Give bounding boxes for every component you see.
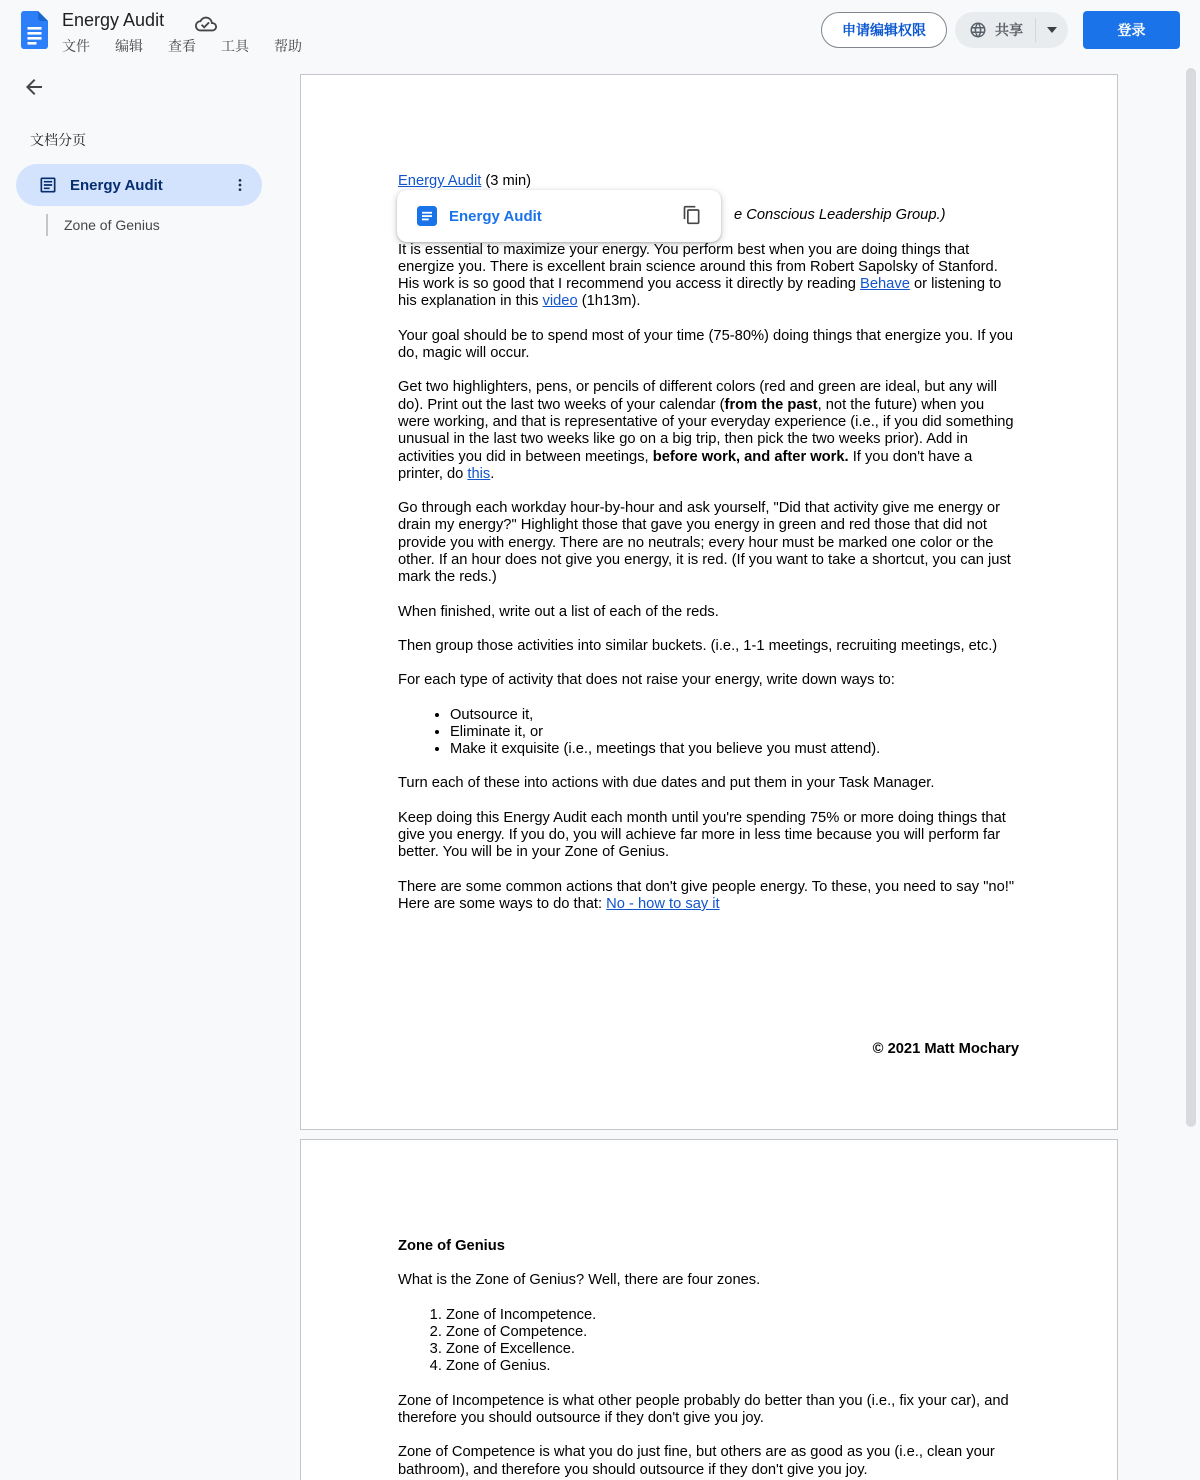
doc-text: Turn each of these into actions with due dates and put them in your Task Manager. [398, 775, 935, 792]
header [0, 0, 1200, 62]
doc-text: If you don't have a printer, do [398, 448, 973, 482]
doc-paragraph [398, 775, 1019, 792]
doc-text: (1h13m). [577, 293, 641, 310]
copy-icon [682, 205, 702, 225]
kebab-menu-icon [232, 177, 248, 193]
copy-link-button[interactable] [681, 205, 703, 227]
doc-list-item: • Make it exquisite (i.e., meetings that you believe you must attend). [450, 741, 1019, 758]
link-preview-popover[interactable] [397, 190, 721, 242]
doc-text: It is essential to maximize your energy. You perform best when you are doing things that energize you. There is excellent brain science around this from Robert Sapolsky of Stanford. His work is so good that I recommend you access it directly by reading [398, 241, 998, 293]
doc-paragraph [398, 879, 1019, 914]
doc-text: Your goal should be to spend most of your time (75-80%) doing things that energize you. If you do, magic will occur. [398, 327, 1014, 362]
share-dropdown-button[interactable] [1036, 12, 1068, 48]
doc-copyright [398, 1041, 1019, 1058]
tab-options-button[interactable] [230, 175, 250, 195]
menu-bar [62, 36, 302, 56]
vertical-scrollbar-thumb[interactable] [1186, 68, 1196, 1127]
share-button-label: 共享 [995, 22, 1023, 38]
doc-text: Go through each workday hour-by-hour and ask yourself, "Did that activity give me energy or drain my energy?" Highlight those that gave you energy in green and red those that did not provide you with energy. There are no neutrals; every hour must be marked one color or the other. If an hour does not give you energy, it is red. (If you want to take a shortcut, you can just mark the reds.) [398, 500, 1011, 586]
doc-paragraph [398, 328, 1019, 363]
doc-list [398, 1307, 1019, 1376]
share-split-button[interactable] [955, 12, 1068, 48]
doc-text: from the past [724, 396, 818, 413]
doc-paragraph [398, 1444, 1019, 1479]
doc-text: © 2021 Matt Mochary [872, 1041, 1019, 1058]
doc-text: For each type of activity that does not raise your energy, write down ways to: [398, 672, 895, 689]
doc-paragraph [398, 1272, 1019, 1289]
doc-paragraph [398, 500, 1019, 586]
header-actions [821, 11, 1180, 49]
tabs-section-label: 文档分页 [30, 132, 86, 148]
doc-paragraph [398, 379, 1019, 483]
sidebar-subitem-label: Zone of Genius [64, 217, 160, 233]
doc-credit-line [734, 207, 1019, 224]
doc-list-item: 4. Zone of Genius. [446, 1358, 1019, 1375]
doc-text: . [490, 465, 495, 482]
doc-list-item: 2. Zone of Competence. [446, 1324, 1019, 1341]
menu-tools[interactable]: 工具 [221, 38, 249, 54]
request-edit-access-button[interactable]: 申请编辑权限 [821, 12, 947, 48]
document-tab-icon [38, 175, 58, 195]
doc-link[interactable]: video [542, 293, 578, 310]
doc-text: There are some common actions that don't give people energy. To these, you need to say "no!" Here are some ways to do that: [398, 878, 1015, 912]
doc-paragraph [398, 672, 1019, 689]
doc-paragraph [398, 1393, 1019, 1428]
share-button[interactable] [955, 20, 1035, 40]
sign-in-button[interactable]: 登录 [1083, 11, 1180, 49]
doc-section-heading [398, 1238, 1019, 1255]
doc-list-item: 3. Zone of Excellence. [446, 1341, 1019, 1358]
doc-paragraph [398, 604, 1019, 621]
back-arrow-icon [22, 75, 46, 99]
doc-text: Zone of Incompetence is what other people probably do better than you (i.e., fix your car), and therefore you should outsource if they don't give you joy. [398, 1392, 1009, 1427]
doc-link[interactable]: Behave [860, 276, 910, 293]
menu-file[interactable]: 文件 [62, 38, 90, 54]
doc-text: e Conscious Leadership Group.) [734, 207, 946, 224]
doc-link[interactable]: Energy Audit [398, 173, 482, 189]
doc-text: Keep doing this Energy Audit each month until you're spending 75% or more doing things that give you energy. If you do, you will achieve far more in less time because you will perform far better. You will be in your Zone of Genius. [398, 809, 1006, 861]
sidebar-item-energy-audit[interactable] [16, 164, 262, 206]
menu-view[interactable]: 查看 [168, 38, 196, 54]
doc-text: When finished, write out a list of each of the reds. [398, 603, 719, 620]
doc-text: , not the future) when you were working, and that is representative of your everyday experience (i.e., if you did something unusual in the last two weeks like go on a big trip, then pick the two weeks prior). Add in activities you did in between meetings, [398, 396, 1014, 465]
globe-icon [969, 21, 987, 39]
popover-document-title: Energy Audit [449, 207, 542, 225]
doc-text: before work, and after work. [652, 448, 849, 465]
page-2-content [301, 1140, 1117, 1479]
google-docs-logo-icon[interactable] [21, 11, 48, 49]
doc-link[interactable]: No - how to say it [606, 895, 720, 912]
sidebar-item-zone-of-genius[interactable] [46, 212, 160, 238]
doc-text: (3 min) [481, 173, 532, 189]
doc-paragraph [398, 242, 1019, 311]
doc-paragraph [398, 638, 1019, 655]
back-button[interactable] [22, 75, 46, 99]
doc-text: or listening to his explanation in this [398, 276, 1002, 310]
doc-text: What is the Zone of Genius? Well, there are four zones. [398, 1272, 761, 1289]
menu-help[interactable]: 帮助 [274, 38, 302, 54]
doc-text: Then group those activities into similar buckets. (i.e., 1-1 meetings, recruiting meetings, etc.) [398, 637, 998, 654]
document-chip-icon [417, 206, 437, 226]
doc-list-item: 1. Zone of Incompetence. [446, 1307, 1019, 1324]
chevron-down-icon [1047, 27, 1057, 33]
outline-indent-rule [46, 214, 48, 236]
doc-list [398, 707, 1019, 759]
doc-paragraph [398, 810, 1019, 862]
doc-link[interactable]: this [467, 465, 491, 482]
doc-text: Get two highlighters, pens, or pencils of different colors (red and green are ideal, but any will do). Print out the last two weeks of your calendar ( [398, 379, 997, 413]
document-title: Energy Audit [62, 10, 165, 30]
menu-edit[interactable]: 编辑 [115, 38, 143, 54]
document-page-2 [300, 1139, 1118, 1480]
sidebar-item-label: Energy Audit [70, 176, 163, 194]
doc-list-item: • Outsource it, [450, 707, 1019, 724]
cloud-saved-icon [195, 13, 217, 35]
doc-list-item: • Eliminate it, or [450, 724, 1019, 741]
doc-text: Zone of Genius [398, 1238, 505, 1254]
doc-text: Zone of Competence is what you do just fine, but others are as good as you (i.e., clean your bathroom), and therefore you should outsource if they don't give you joy. [398, 1444, 995, 1478]
doc-title-line [398, 173, 1019, 190]
